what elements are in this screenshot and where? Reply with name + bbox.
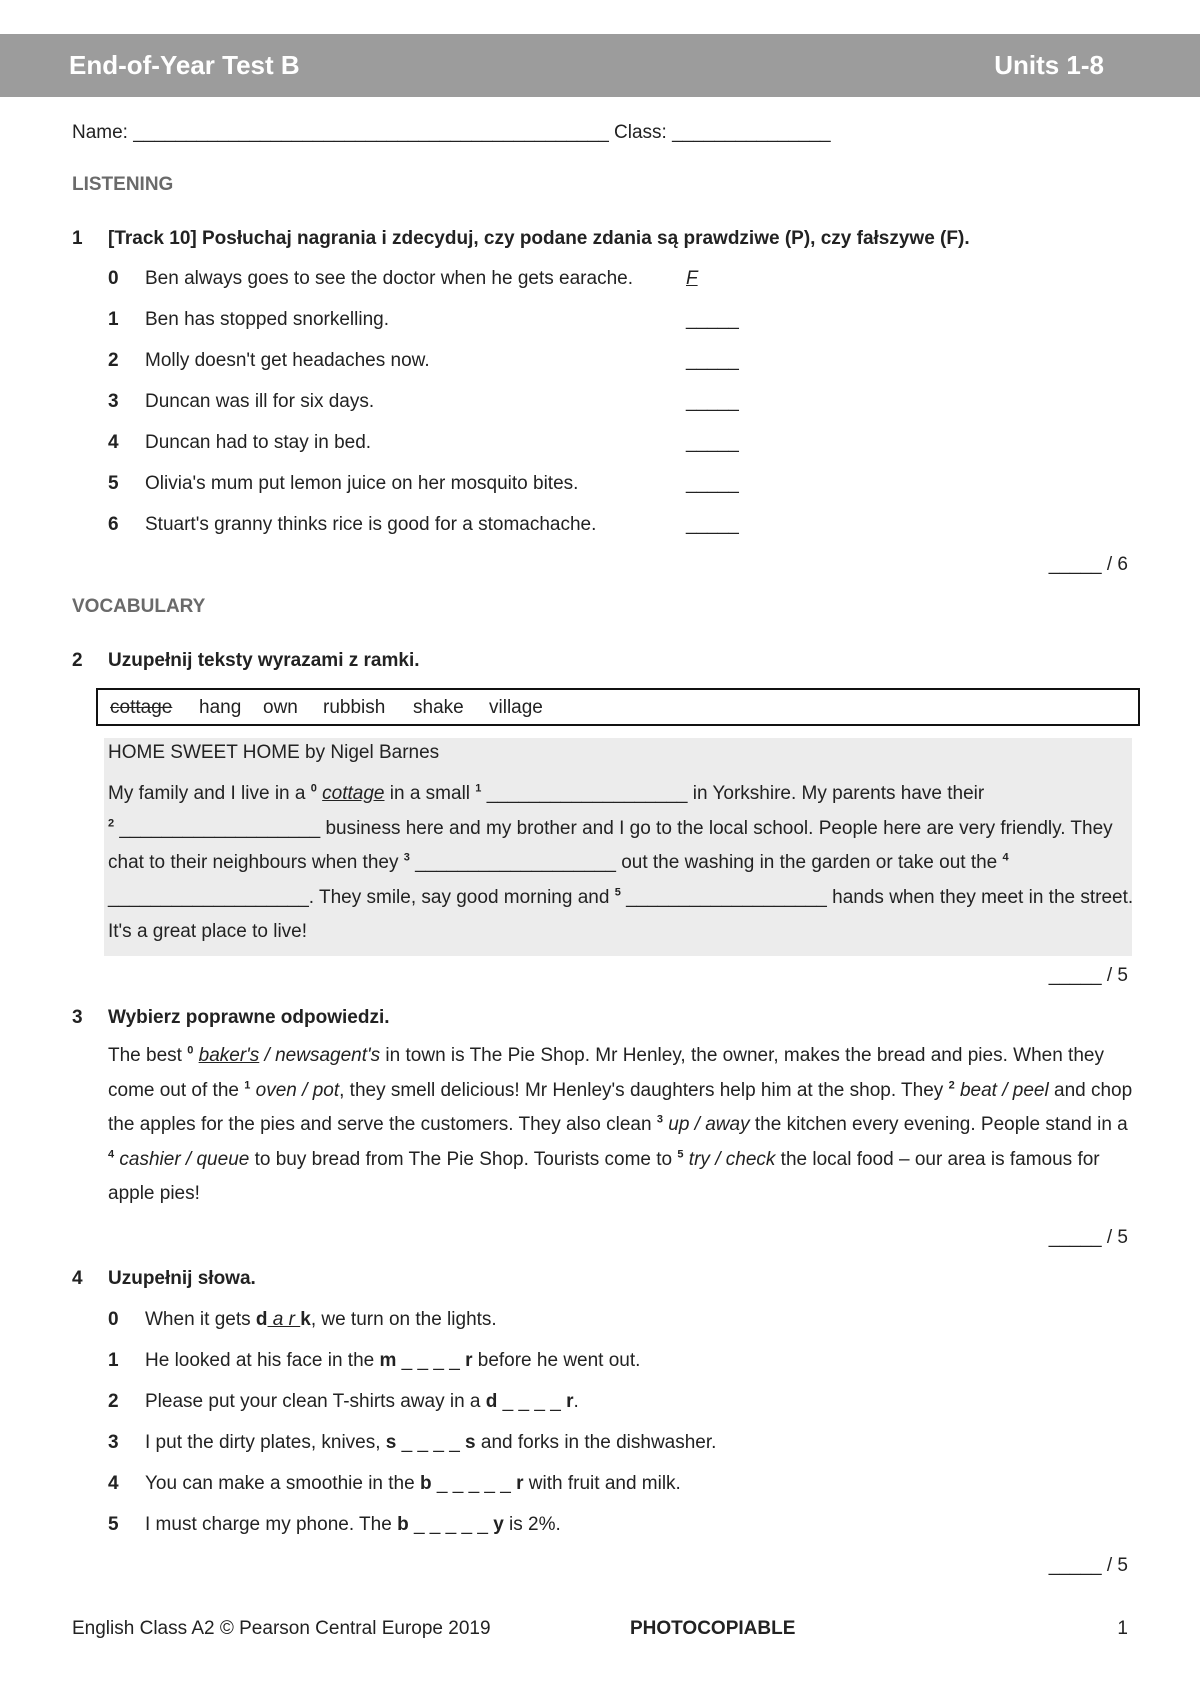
answer-blank[interactable]: _____ — [686, 309, 739, 330]
name-line — [72, 122, 831, 144]
choice[interactable]: up / away — [662, 1114, 750, 1135]
item-number: 0 — [108, 1309, 119, 1330]
item-text: Ben always goes to see the doctor when he gets earache. — [145, 268, 633, 289]
item-number: 1 — [108, 309, 119, 330]
item-text: Stuart's granny thinks rice is good for a stomachache. — [145, 514, 597, 535]
question-1-number: 1 — [72, 228, 83, 249]
example-answer: cottage — [322, 783, 385, 804]
letter-gaps[interactable]: _ _ _ _ — [497, 1391, 567, 1412]
word-item: I put the dirty plates, knives, s _ _ _ _ s and forks in the dishwasher. — [145, 1432, 717, 1453]
question-1-instruction: [Track 10] Posłuchaj nagrania i zdecyduj, czy podane zdania są prawdziwe (P), czy fałszywe (F). — [108, 228, 970, 249]
q4-score[interactable]: _____ / 5 — [1048, 1555, 1128, 1576]
item-text: Duncan had to stay in bed. — [145, 432, 372, 453]
footer-copyright: English Class A2 © Pearson Central Europe 2019 — [72, 1618, 491, 1639]
choice[interactable]: cashier / queue — [114, 1148, 250, 1170]
question-3-instruction: Wybierz poprawne odpowiedzi. — [108, 1007, 390, 1028]
item-number: 5 — [108, 473, 119, 494]
item-text: Duncan was ill for six days. — [145, 391, 375, 412]
letter-gaps[interactable]: _ _ _ _ — [396, 1432, 466, 1453]
word-item: Please put your clean T-shirts away in a d _ _ _ _ r. — [145, 1391, 579, 1412]
choice[interactable]: oven / pot — [250, 1079, 340, 1101]
item-number: 2 — [108, 1391, 119, 1412]
word-item: He looked at his face in the m _ _ _ _ r before he went out. — [145, 1350, 641, 1371]
item-number: 4 — [108, 432, 119, 453]
footer-page-number: 1 — [1117, 1618, 1128, 1639]
item-answer: F — [686, 268, 698, 289]
item-number: 3 — [108, 391, 119, 412]
item-number: 6 — [108, 514, 119, 535]
choice[interactable]: try / check — [683, 1148, 776, 1170]
answer-blank[interactable]: _____ — [686, 350, 739, 371]
word-box-item: own — [263, 697, 298, 718]
letter-gaps[interactable]: _ _ _ _ _ — [408, 1514, 494, 1535]
q2-paragraph: My family and I live in a $^0$ cottage in a small $^1$ ___________________ in Yorkshire. My parents have their $^2$ ___________________ business here and my brother and I go to the local school. People here are very friendly. They chat to their neighbours when they $^3$ ___________________ out the washing in the garden or take out the $^4$ ___________________. They smile, say good morning and $^5$ ___________________ hands when they meet in the street. It's a great place to live! — [108, 782, 1134, 942]
answer-blank[interactable]: _____ — [686, 432, 739, 453]
word-box-item: cottage — [110, 697, 173, 718]
item-number: 2 — [108, 350, 119, 371]
word-box-item: village — [489, 697, 543, 718]
footer-photocopiable: PHOTOCOPIABLE — [630, 1618, 796, 1639]
word-item: I must charge my phone. The b _ _ _ _ _ y is 2%. — [145, 1514, 561, 1535]
word-item: You can make a smoothie in the b _ _ _ _ _ r with fruit and milk. — [145, 1473, 681, 1494]
word-item: When it gets d a r k, we turn on the lights. — [145, 1309, 497, 1330]
gap[interactable]: ___________________ in Yorkshire. My parents have their — [481, 783, 985, 804]
item-number: 0 — [108, 268, 119, 289]
item-number: 5 — [108, 1514, 119, 1535]
item-text: Molly doesn't get headaches now. — [145, 350, 430, 371]
listening-score[interactable]: _____ / 6 — [1048, 554, 1128, 575]
question-4-number: 4 — [72, 1268, 83, 1289]
text-title: HOME SWEET HOME by Nigel Barnes — [108, 742, 440, 763]
question-4-instruction: Uzupełnij słowa. — [108, 1268, 256, 1289]
choice[interactable]: beat / peel — [954, 1079, 1049, 1101]
word-box-item: shake — [413, 697, 464, 718]
header-bar — [0, 34, 1200, 97]
example-choice: baker's — [198, 1045, 260, 1066]
units-label: Units 1-8 — [994, 50, 1104, 80]
letter-gaps[interactable]: _ _ _ _ _ — [431, 1473, 517, 1494]
item-number: 1 — [108, 1350, 119, 1371]
letter-gaps[interactable]: _ _ _ _ — [396, 1350, 466, 1371]
class-label: Class: — [614, 122, 667, 143]
item-number: 3 — [108, 1432, 119, 1453]
q2-score[interactable]: _____ / 5 — [1048, 965, 1128, 986]
question-2-instruction: Uzupełnij teksty wyrazami z ramki. — [108, 650, 420, 671]
item-text: Ben has stopped snorkelling. — [145, 309, 389, 330]
word-box — [96, 688, 1140, 726]
answer-blank[interactable]: _____ — [686, 391, 739, 412]
question-3-number: 3 — [72, 1007, 83, 1028]
name-label: Name: — [72, 122, 128, 143]
test-title: End-of-Year Test B — [69, 50, 300, 80]
q3-score[interactable]: _____ / 5 — [1048, 1227, 1128, 1248]
item-text: Olivia's mum put lemon juice on her mosquito bites. — [145, 473, 579, 494]
answer-blank[interactable]: _____ — [686, 473, 739, 494]
class-blank[interactable]: _______________ — [672, 122, 831, 143]
word-box-item: rubbish — [323, 697, 386, 718]
q3-paragraph: The best $^0$ baker's / newsagent's in town is The Pie Shop. Mr Henley, the owner, makes the bread and pies. When they come out of the $^1$ oven / pot, they smell delicious! Mr Henley's daughters help him at the shop. They $^2$ beat / peel and chop the apples for the pies and serve the customers. They also clean $^3$ up / away the kitchen every evening. People stand in a $^4$ cashier / queue to buy bread from The Pie Shop. Tourists come to $^5$ try / check the local food – our area is famous for apple pies! — [108, 1044, 1133, 1204]
question-2-number: 2 — [72, 650, 83, 671]
word-box-item: hang — [199, 697, 242, 718]
answer-blank[interactable]: _____ — [686, 514, 739, 535]
listening-heading: LISTENING — [72, 174, 174, 195]
item-number: 4 — [108, 1473, 119, 1494]
vocabulary-heading: VOCABULARY — [72, 596, 206, 617]
name-blank[interactable]: _____________________________________________ — [133, 122, 609, 143]
